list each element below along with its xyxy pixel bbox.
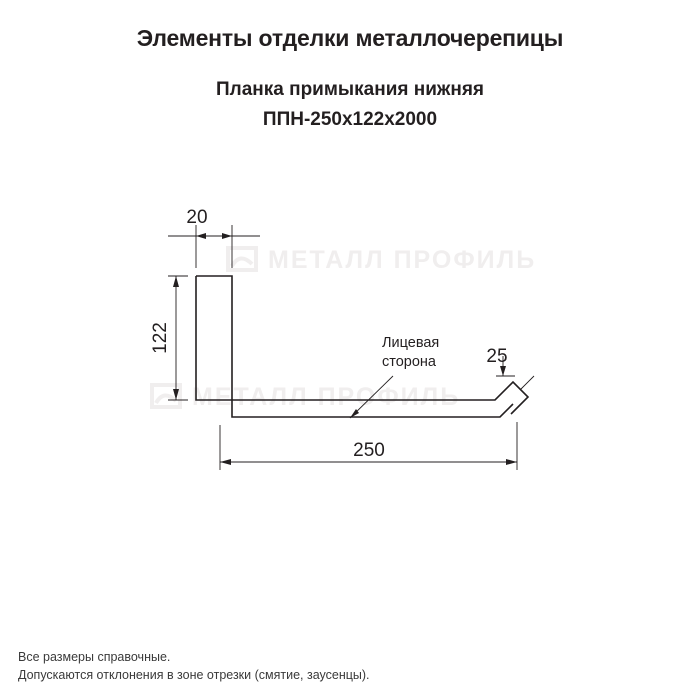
title-block (0, 24, 700, 132)
product-name: Планка примыкания нижняя (215, 79, 485, 100)
dimension-label-122: 122 (150, 322, 171, 354)
face-side-leader (350, 376, 393, 418)
watermark-text: МЕТАЛЛ ПРОФИЛЬ (268, 246, 537, 274)
dimension-122 (168, 276, 188, 400)
footer-notes (18, 648, 370, 684)
footer-line-2: Допускаются отклонения в зоне отрезки (смятие, заусенцы). (18, 668, 370, 682)
product-code: ППН-250х122х2000 (262, 109, 438, 130)
profile-outline (196, 276, 528, 417)
dimension-label-25: 25 (486, 346, 508, 367)
dimension-label-20: 20 (186, 207, 208, 228)
watermark-text: МЕТАЛЛ ПРОФИЛЬ (192, 383, 461, 411)
face-side-label-line2: сторона (382, 354, 436, 370)
page-title: Элементы отделки металлочерепицы (136, 25, 564, 51)
dimension-20 (168, 225, 260, 268)
technical-drawing (0, 170, 700, 550)
face-side-label-line1: Лицевая (382, 335, 440, 351)
dimension-label-250: 250 (353, 440, 385, 461)
footer-line-1: Все размеры справочные. (18, 650, 171, 664)
